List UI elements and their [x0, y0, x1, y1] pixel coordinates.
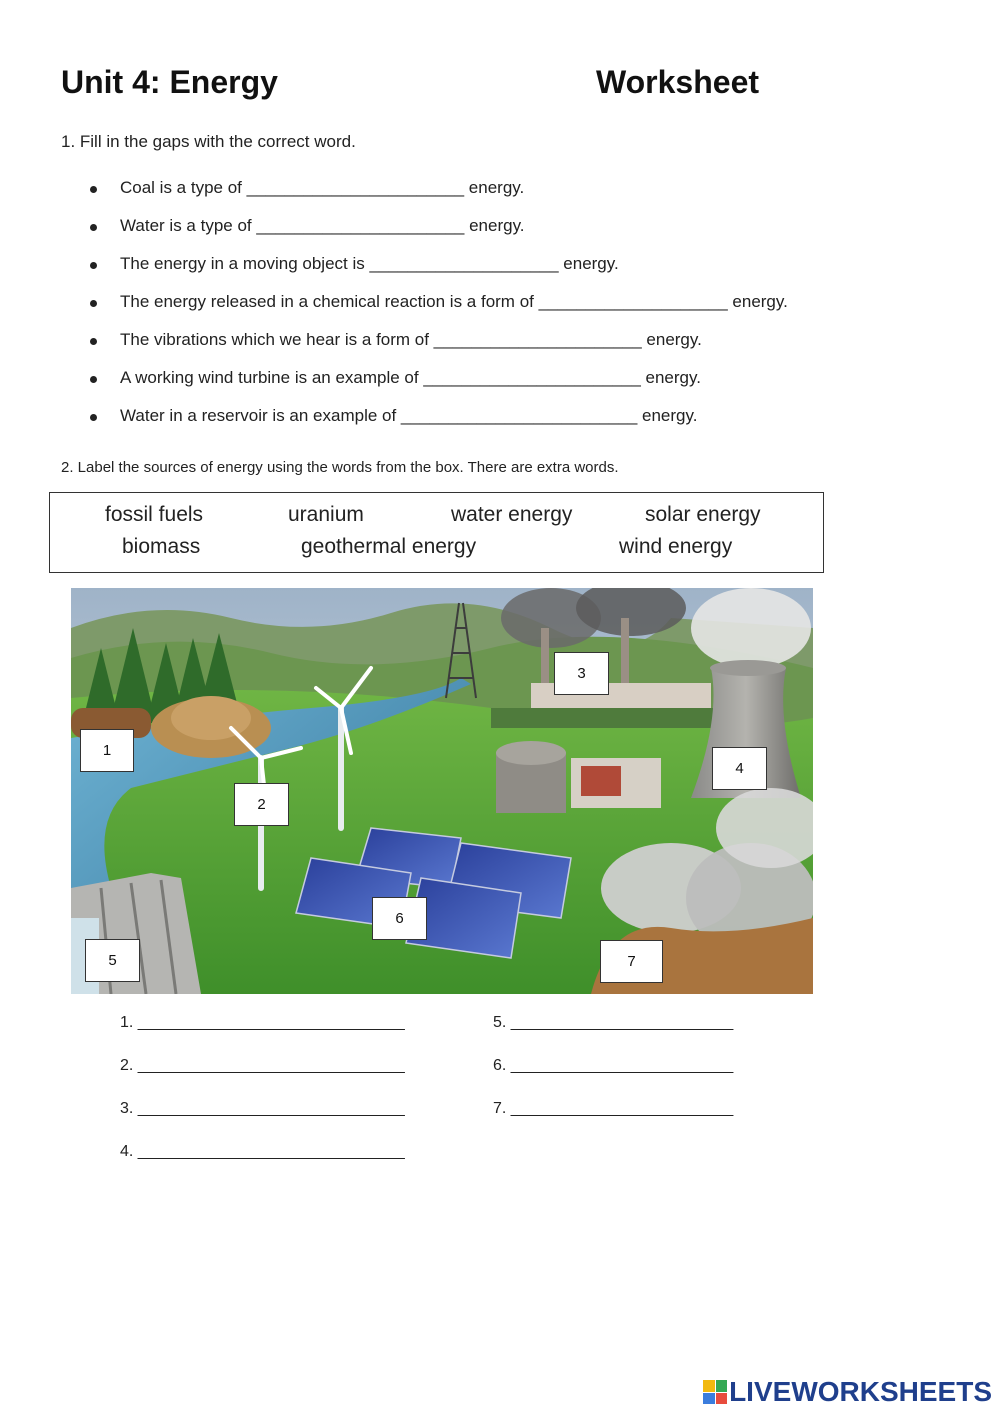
word-uranium: uranium: [288, 503, 364, 526]
image-label-2: 2: [234, 783, 289, 826]
page-title: Unit 4: Energy: [61, 64, 278, 100]
bullet-icon: [90, 224, 97, 231]
bullet-text: Coal is a type of _______________________ energy.: [120, 178, 525, 197]
image-label-7: 7: [600, 940, 663, 983]
bullet-icon: [90, 414, 97, 421]
word-biomass: biomass: [122, 535, 201, 558]
word-geothermal-energy: geothermal energy: [301, 535, 477, 558]
bullet-text: The energy released in a chemical reaction is a form of ____________________ energy.: [120, 292, 788, 311]
bullet-text: Water is a type of ______________________ energy.: [120, 216, 525, 235]
question-1-instruction: 1. Fill in the gaps with the correct word.: [61, 132, 356, 151]
answer-line-3[interactable]: 3. ______________________________: [120, 1100, 405, 1117]
answer-line-4[interactable]: 4. ______________________________: [120, 1143, 405, 1160]
answer-line-2[interactable]: 2. ______________________________: [120, 1057, 405, 1074]
energy-sources-illustration: [71, 588, 813, 994]
word-box: [49, 492, 824, 573]
bullet-icon: [90, 300, 97, 307]
energy-landscape-icon: [71, 588, 813, 994]
word-wind-energy: wind energy: [619, 535, 733, 558]
question-2-instruction: 2. Label the sources of energy using the words from the box. There are extra words.: [61, 459, 619, 476]
bullet-text: Water in a reservoir is an example of _________________________ energy.: [120, 406, 698, 425]
bullet-icon: [90, 186, 97, 193]
answer-line-1[interactable]: 1. ______________________________: [120, 1014, 405, 1031]
liveworksheets-logo: [703, 1376, 992, 1408]
word-fossil-fuels: fossil fuels: [105, 503, 204, 526]
bullet-icon: [90, 338, 97, 345]
bullet-icon: [90, 376, 97, 383]
answer-line-6[interactable]: 6. _________________________: [493, 1057, 734, 1074]
page-subtitle: Worksheet: [596, 64, 760, 100]
liveworksheets-logo-text: LIVEWORKSHEETS: [729, 1376, 992, 1407]
word-water-energy: water energy: [451, 503, 573, 526]
bullet-text: The vibrations which we hear is a form of ______________________ energy.: [120, 330, 702, 349]
image-label-3: 3: [554, 652, 609, 695]
answer-line-5[interactable]: 5. _________________________: [493, 1014, 734, 1031]
image-label-5: 5: [85, 939, 140, 982]
image-label-4: 4: [712, 747, 767, 790]
word-solar-energy: solar energy: [645, 503, 761, 526]
answer-line-7[interactable]: 7. _________________________: [493, 1100, 734, 1117]
bullet-icon: [90, 262, 97, 269]
bullet-text: A working wind turbine is an example of _______________________ energy.: [120, 368, 701, 387]
liveworksheets-logo-icon: [703, 1380, 727, 1404]
bullet-text: The energy in a moving object is ____________________ energy.: [120, 254, 619, 273]
image-label-6: 6: [372, 897, 427, 940]
image-label-1: 1: [80, 729, 134, 772]
